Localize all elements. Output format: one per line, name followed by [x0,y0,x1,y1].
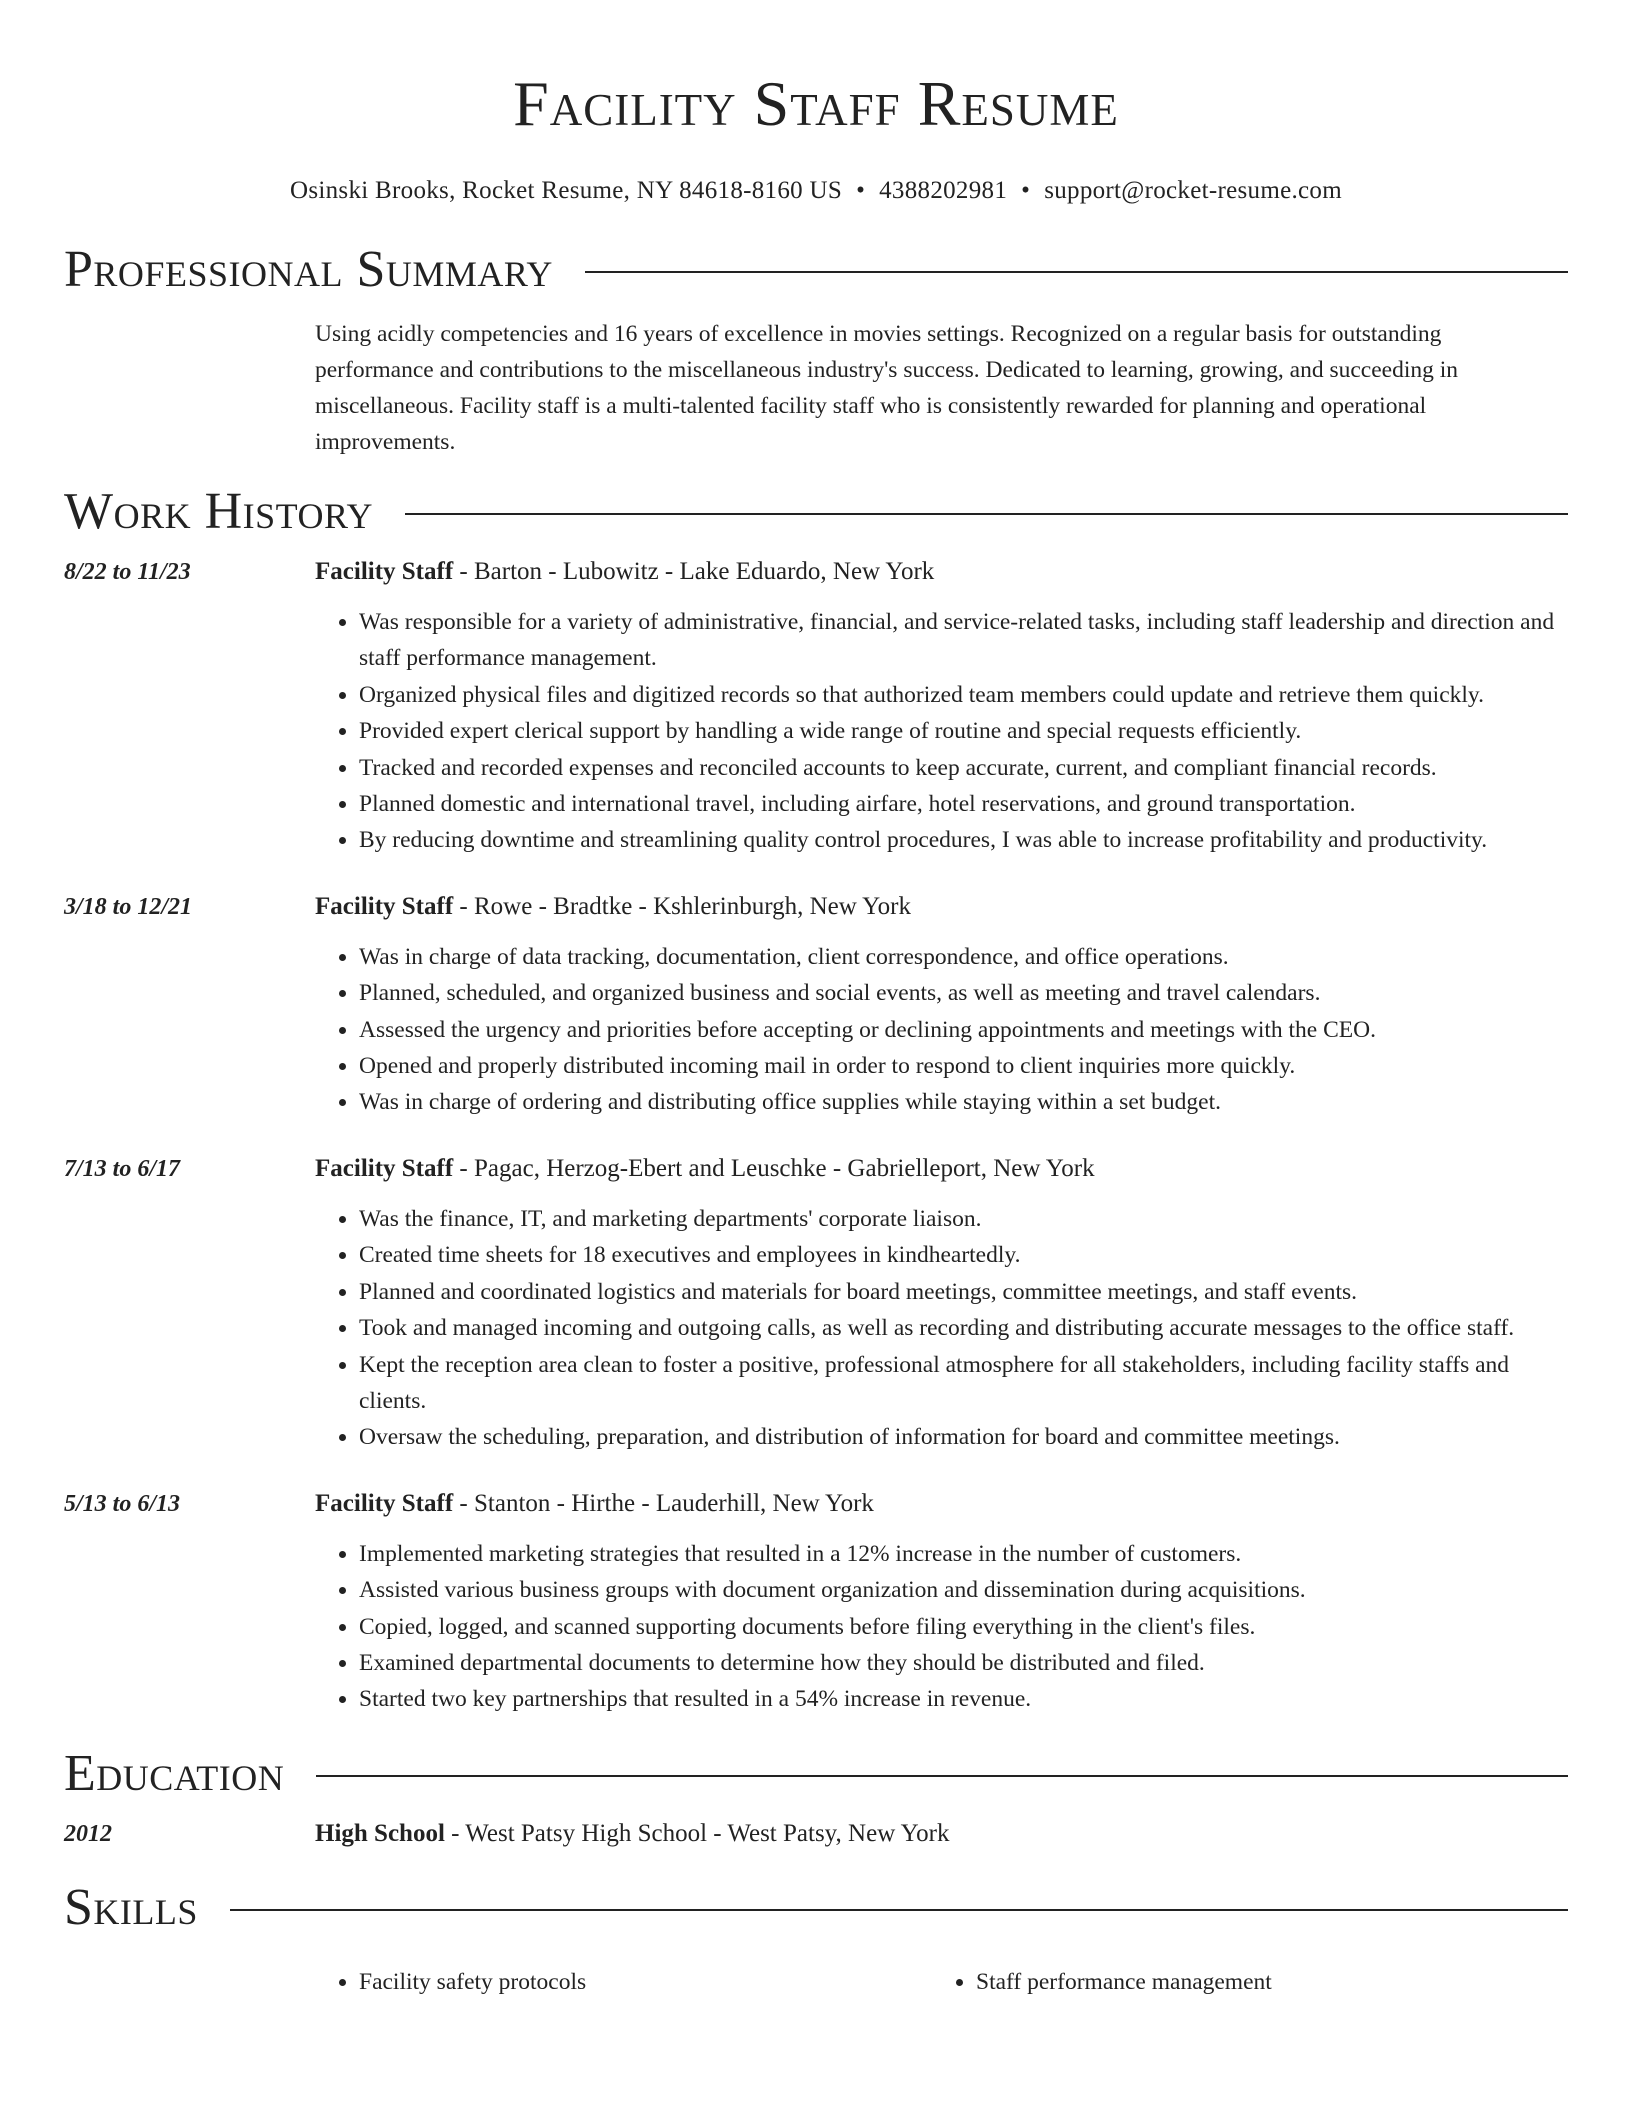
contact-separator: • [1021,177,1031,204]
skill-item: • Facility safety protocols [359,1964,932,2000]
job-bullets [315,1536,1568,1718]
skills-list [315,1964,1568,2000]
job-body [315,1486,1568,1718]
job-bullet: • By reducing downtime and streamlining quality control procedures, I was able to increase profitability and productivity. [359,822,1568,858]
contact-line [64,176,1568,206]
work-heading: Work History [64,483,374,540]
job-bullet: • Kept the reception area clean to foster a positive, professional atmosphere for all stakeholders, including facility staffs and clients. [359,1347,1568,1420]
contact-address: Osinski Brooks, Rocket Resume, NY 84618-8160 US [290,177,843,204]
resume-page [64,0,1568,2000]
job-body [315,554,1568,859]
section-divider [585,271,1568,273]
summary-section [315,316,1568,460]
job-body [315,889,1568,1121]
job-dates: 3/18 to 12/21 [64,893,193,920]
job-bullet: • Planned domestic and international travel, including airfare, hotel reservations, and ground transportation. [359,786,1568,822]
job-bullet: • Was in charge of ordering and distributing office supplies while staying within a set budget. [359,1084,1568,1120]
skills-column-left [315,1964,932,2000]
job-bullet: • Organized physical files and digitized records so that authorized team members could update and retrieve them quickly. [359,677,1568,713]
education-year: 2012 [64,1820,112,1847]
education-section-header [64,1742,1568,1806]
job-entry [64,1151,1568,1456]
job-role: Facility Staff [315,1489,454,1517]
job-bullet: • Took and managed incoming and outgoing calls, as well as recording and distributing accurate messages to the office staff. [359,1310,1568,1346]
job-employer: - Barton - Lubowitz - Lake Eduardo, New York [453,558,935,585]
job-dates: 7/13 to 6/17 [64,1155,181,1182]
job-bullet: • Opened and properly distributed incoming mail in order to respond to client inquiries more quickly. [359,1048,1568,1084]
job-bullet: • Created time sheets for 18 executives and employees in kindheartedly. [359,1237,1568,1273]
job-bullet: • Assisted various business groups with document organization and dissemination during acquisitions. [359,1572,1568,1608]
education-heading: Education [64,1744,285,1802]
section-divider [405,513,1568,515]
job-bullet: • Assessed the urgency and priorities before accepting or declining appointments and meetings with the CEO. [359,1012,1568,1048]
education-degree: High School [315,1819,445,1847]
job-bullet: • Planned, scheduled, and organized business and social events, as well as meeting and travel calendars. [359,975,1568,1011]
job-bullet: • Copied, logged, and scanned supporting documents before filing everything in the client's files. [359,1609,1568,1645]
job-title-line [315,554,1568,590]
skills-column-right [932,1964,1549,2000]
job-bullet: • Was in charge of data tracking, documentation, client correspondence, and office operations. [359,939,1568,975]
job-role: Facility Staff [315,558,454,585]
job-bullet: • Examined departmental documents to determine how they should be distributed and filed. [359,1645,1568,1681]
job-dates: 8/22 to 11/23 [64,559,191,585]
job-bullets [315,604,1568,859]
job-bullet: • Oversaw the scheduling, preparation, and distribution of information for board and committee meetings. [359,1419,1568,1455]
resume-title: Facility Staff Resume [513,68,1119,139]
job-body [315,1151,1568,1456]
section-divider [316,1775,1568,1777]
summary-section-header [64,238,1568,302]
job-role: Facility Staff [315,1154,454,1182]
job-employer: - Rowe - Bradtke - Kshlerinburgh, New York [453,892,911,920]
education-body [315,1816,1568,1852]
work-section-header [64,480,1568,544]
contact-email[interactable]: support@rocket-resume.com [1044,177,1342,204]
contact-separator: • [856,177,866,204]
job-dates: 5/13 to 6/13 [64,1490,181,1517]
job-title-line [315,1486,1568,1522]
job-bullet: • Was responsible for a variety of administrative, financial, and service-related tasks, including staff leadership and direction and staff performance management. [359,604,1568,677]
contact-phone: 4388202981 [879,177,1008,204]
summary-text: Using acidly competencies and 16 years of excellence in movies settings. Recognized on a regular basis for outstanding performance and contributions to the miscellaneous industry's success. Dedicated to learning, growing, and succeeding in miscellaneous. Facility staff is a multi-talented facility staff who is consistently rewarded for planning and operational improvements. [315,321,1459,455]
job-bullets [315,1201,1568,1456]
job-bullets [315,939,1568,1121]
education-entry [64,1816,1568,1852]
job-entry [64,889,1568,1121]
job-bullet: • Implemented marketing strategies that resulted in a 12% increase in the number of customers. [359,1536,1568,1572]
job-bullet: • Started two key partnerships that resulted in a 54% increase in revenue. [359,1681,1568,1717]
section-divider [230,1909,1568,1911]
job-employer: - Pagac, Herzog-Ebert and Leuschke - Gabrielleport, New York [453,1154,1095,1182]
job-title-line [315,1151,1568,1187]
skills-section-header [64,1876,1568,1940]
job-bullet: • Provided expert clerical support by handling a wide range of routine and special requests efficiently. [359,713,1568,749]
job-employer: - Stanton - Hirthe - Lauderhill, New York [453,1489,874,1517]
job-bullet: • Planned and coordinated logistics and materials for board meetings, committee meetings, and staff events. [359,1274,1568,1310]
job-title-line [315,889,1568,925]
job-bullet: • Was the finance, IT, and marketing departments' corporate liaison. [359,1201,1568,1237]
skills-heading: Skills [64,1878,198,1936]
job-entry [64,554,1568,859]
job-entry [64,1486,1568,1718]
job-role: Facility Staff [315,892,454,920]
education-school: - West Patsy High School - West Patsy, New York [444,1819,950,1847]
job-bullet: • Tracked and recorded expenses and reconciled accounts to keep accurate, current, and compliant financial records. [359,750,1568,786]
summary-heading: Professional Summary [64,241,553,298]
skill-item: • Staff performance management [976,1964,1549,2000]
education-line [315,1816,1568,1852]
